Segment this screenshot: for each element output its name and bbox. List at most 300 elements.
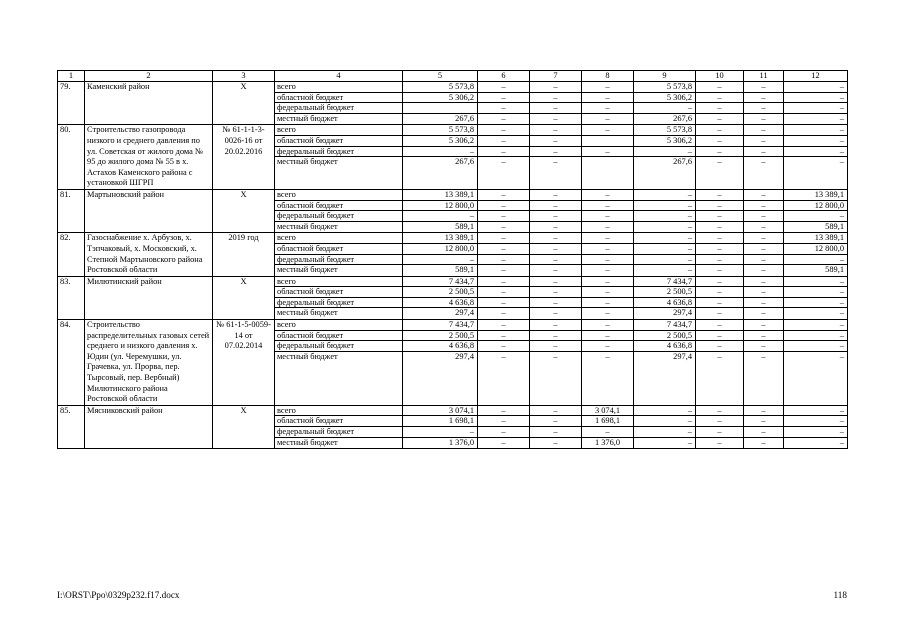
amount-cell xyxy=(582,189,634,232)
amount-cell xyxy=(478,233,530,276)
amount-value: – xyxy=(501,113,506,123)
column-number-row xyxy=(58,71,848,82)
amount-value: – xyxy=(696,255,743,266)
amount-cell xyxy=(478,405,530,448)
amount-value: – xyxy=(582,255,633,266)
amount-value: – xyxy=(784,320,847,331)
amount-value: 5 573,8 xyxy=(634,82,695,93)
amount-cell xyxy=(530,82,582,125)
amount-value: – xyxy=(478,298,529,309)
amount-value: – xyxy=(582,244,633,255)
funding-source-label: областной бюджет xyxy=(275,201,402,212)
amount-value: – xyxy=(403,211,477,222)
amount-value: – xyxy=(478,416,529,427)
funding-source-label: федеральный бюджет xyxy=(275,255,402,266)
amount-value: – xyxy=(582,147,633,158)
amount-value: – xyxy=(530,82,581,93)
funding-source-label: всего xyxy=(275,320,402,331)
table-row xyxy=(58,320,848,406)
amount-cell xyxy=(582,125,634,190)
amount-value: 12 800,0 xyxy=(784,244,847,255)
amount-value: – xyxy=(696,244,743,255)
amount-cell xyxy=(530,233,582,276)
amount-value: – xyxy=(634,406,695,417)
amount-value: – xyxy=(717,221,722,231)
amount-cell xyxy=(530,320,582,406)
funding-source-label: всего xyxy=(275,82,402,93)
amount-value: – xyxy=(501,308,506,318)
amount-value: – xyxy=(696,416,743,427)
amount-value: – xyxy=(839,351,844,361)
amount-value: – xyxy=(582,427,633,438)
amount-value: 5 573,8 xyxy=(403,82,477,93)
amount-value: – xyxy=(478,82,529,93)
amount-cell xyxy=(530,276,582,319)
funding-source-label: областной бюджет xyxy=(275,416,402,427)
amount-value: – xyxy=(744,331,783,342)
amount-value: – xyxy=(530,244,581,255)
amount-value: – xyxy=(696,341,743,352)
amount-value: – xyxy=(530,277,581,288)
funding-source-label: местный бюджет xyxy=(277,157,338,167)
funding-source-label: федеральный бюджет xyxy=(275,211,402,222)
amount-cell xyxy=(744,320,784,406)
amount-value: – xyxy=(582,211,633,222)
object-name: Каменский район xyxy=(85,82,213,125)
amount-cell xyxy=(634,320,696,406)
amount-value: – xyxy=(530,287,581,298)
amount-value: – xyxy=(582,320,633,331)
funding-source-label: всего xyxy=(275,190,402,201)
amount-cell xyxy=(634,82,696,125)
amount-cell xyxy=(696,125,744,190)
amount-value: 4 636,8 xyxy=(403,298,477,309)
amount-value: – xyxy=(784,406,847,417)
funding-source-label: федеральный бюджет xyxy=(275,341,402,352)
row-number: 79. xyxy=(58,82,85,125)
funding-source-label: всего xyxy=(275,233,402,244)
amount-cell xyxy=(478,82,530,125)
funding-sources xyxy=(275,233,403,276)
amount-value: 12 800,0 xyxy=(403,244,477,255)
amount-value: – xyxy=(784,341,847,352)
amount-cell xyxy=(696,82,744,125)
amount-value: – xyxy=(582,277,633,288)
amount-cell xyxy=(784,233,848,276)
amount-value: – xyxy=(839,113,844,123)
row-number: 83. xyxy=(58,276,85,319)
amount-cell xyxy=(634,233,696,276)
amount-cell xyxy=(403,320,478,406)
table-row xyxy=(58,82,848,125)
amount-value: – xyxy=(744,416,783,427)
amount-value: – xyxy=(744,82,783,93)
amount-value: – xyxy=(761,308,766,318)
amount-value: 2 500,5 xyxy=(403,287,477,298)
amount-value: – xyxy=(478,103,529,114)
document-ref: Х xyxy=(213,82,275,125)
amount-value: – xyxy=(696,331,743,342)
amount-cell xyxy=(784,189,848,232)
amount-value: 13 389,1 xyxy=(784,190,847,201)
amount-value: – xyxy=(634,416,695,427)
funding-source-label: местный бюджет xyxy=(277,437,338,447)
amount-value: – xyxy=(744,320,783,331)
row-number: 82. xyxy=(58,233,85,276)
amount-value: – xyxy=(530,298,581,309)
amount-cell xyxy=(582,233,634,276)
amount-value: – xyxy=(761,113,766,123)
amount-cell xyxy=(403,189,478,232)
amount-value: 5 306,2 xyxy=(403,136,477,147)
amount-value: 5 573,8 xyxy=(634,125,695,136)
amount-value: – xyxy=(784,125,847,136)
amount-value: – xyxy=(582,341,633,352)
amount-value: 589,1 xyxy=(455,265,474,275)
funding-source-label: федеральный бюджет xyxy=(275,298,402,309)
amount-cell xyxy=(744,125,784,190)
amount-value: 1 698,1 xyxy=(582,416,633,427)
amount-value: – xyxy=(744,298,783,309)
amount-cell xyxy=(582,320,634,406)
amount-cell xyxy=(634,405,696,448)
amount-value: – xyxy=(696,287,743,298)
amount-value: – xyxy=(605,265,610,275)
amount-value: – xyxy=(687,265,692,275)
amount-value: – xyxy=(784,147,847,158)
object-name: Милютинский район xyxy=(85,276,213,319)
amount-value: – xyxy=(717,265,722,275)
amount-value: – xyxy=(744,277,783,288)
amount-value: – xyxy=(530,125,581,136)
amount-value: – xyxy=(744,211,783,222)
row-number: 84. xyxy=(58,320,85,406)
row-number: 85. xyxy=(58,405,85,448)
amount-value: – xyxy=(634,255,695,266)
column-number: 12 xyxy=(784,71,848,82)
amount-value: 7 434,7 xyxy=(403,320,477,331)
amount-cell xyxy=(478,276,530,319)
amount-value: – xyxy=(582,298,633,309)
amount-value: – xyxy=(687,437,692,447)
amount-value: – xyxy=(784,255,847,266)
amount-value: – xyxy=(478,244,529,255)
amount-cell xyxy=(530,125,582,190)
amount-value: – xyxy=(784,287,847,298)
amount-value: 267,6 xyxy=(455,113,474,123)
amount-value: – xyxy=(530,103,581,114)
amount-value: – xyxy=(634,201,695,212)
amount-cell xyxy=(403,405,478,448)
amount-value: – xyxy=(605,113,610,123)
amount-value: – xyxy=(530,406,581,417)
amount-cell xyxy=(744,276,784,319)
amount-cell xyxy=(696,189,744,232)
amount-value: – xyxy=(501,265,506,275)
amount-cell xyxy=(403,125,478,190)
amount-value: – xyxy=(784,211,847,222)
amount-cell xyxy=(530,405,582,448)
amount-value: – xyxy=(582,125,633,136)
row-number: 80. xyxy=(58,125,85,190)
amount-value: – xyxy=(744,93,783,104)
amount-value: – xyxy=(478,287,529,298)
amount-cell xyxy=(696,276,744,319)
amount-value: 4 636,8 xyxy=(403,341,477,352)
amount-value: – xyxy=(553,113,558,123)
amount-value: – xyxy=(478,147,529,158)
amount-value: – xyxy=(530,147,581,158)
amount-value: – xyxy=(605,351,610,361)
amount-value: – xyxy=(839,157,844,167)
funding-sources xyxy=(275,276,403,319)
amount-value: – xyxy=(530,320,581,331)
funding-source-label: местный бюджет xyxy=(277,265,338,275)
column-number: 2 xyxy=(85,71,213,82)
amount-value: – xyxy=(478,211,529,222)
amount-value: – xyxy=(478,136,529,147)
amount-value: – xyxy=(530,255,581,266)
amount-value: 267,6 xyxy=(673,113,692,123)
amount-value: – xyxy=(696,190,743,201)
column-number: 7 xyxy=(530,71,582,82)
amount-value: 3 074,1 xyxy=(582,406,633,417)
table-row xyxy=(58,276,848,319)
amount-value: – xyxy=(784,298,847,309)
amount-cell xyxy=(530,189,582,232)
amount-value: 2 500,5 xyxy=(634,287,695,298)
amount-value: – xyxy=(744,244,783,255)
document-ref: № 61-1-1-3-0026-16 от 20.02.2016 xyxy=(213,125,275,190)
document-ref: Х xyxy=(213,405,275,448)
amount-value: 5 573,8 xyxy=(403,125,477,136)
amount-value: – xyxy=(784,416,847,427)
amount-cell xyxy=(784,82,848,125)
amount-value: – xyxy=(696,427,743,438)
object-name: Мартыновский район xyxy=(85,189,213,232)
funding-sources xyxy=(275,82,403,125)
amount-value: – xyxy=(717,157,722,167)
amount-value: – xyxy=(530,233,581,244)
amount-cell xyxy=(403,276,478,319)
amount-value: – xyxy=(582,82,633,93)
amount-value: – xyxy=(717,437,722,447)
amount-value: 12 800,0 xyxy=(403,201,477,212)
amount-value: – xyxy=(784,427,847,438)
funding-source-label: местный бюджет xyxy=(277,221,338,231)
funding-sources xyxy=(275,189,403,232)
amount-cell xyxy=(582,82,634,125)
amount-value: – xyxy=(839,437,844,447)
amount-value: – xyxy=(478,277,529,288)
amount-value: – xyxy=(530,201,581,212)
column-number: 1 xyxy=(58,71,85,82)
amount-value: 589,1 xyxy=(825,221,844,231)
column-number: 3 xyxy=(213,71,275,82)
amount-cell xyxy=(744,82,784,125)
amount-value: – xyxy=(501,437,506,447)
amount-value: 297,4 xyxy=(455,308,474,318)
amount-value: – xyxy=(553,157,558,167)
amount-value: – xyxy=(478,341,529,352)
amount-value: – xyxy=(478,233,529,244)
amount-value: – xyxy=(530,341,581,352)
amount-cell xyxy=(744,233,784,276)
amount-cell xyxy=(403,82,478,125)
amount-value: – xyxy=(761,351,766,361)
funding-source-label: областной бюджет xyxy=(275,331,402,342)
amount-value: – xyxy=(553,437,558,447)
amount-value: – xyxy=(634,190,695,201)
amount-value: 5 306,2 xyxy=(634,93,695,104)
amount-cell xyxy=(784,405,848,448)
amount-value: – xyxy=(605,308,610,318)
amount-cell xyxy=(784,320,848,406)
amount-value: 5 306,2 xyxy=(634,136,695,147)
amount-value xyxy=(403,103,477,114)
amount-value: – xyxy=(478,255,529,266)
amount-value: – xyxy=(530,416,581,427)
amount-value: – xyxy=(553,308,558,318)
amount-value: – xyxy=(582,287,633,298)
amount-value: – xyxy=(403,147,477,158)
amount-value: – xyxy=(744,287,783,298)
amount-value: – xyxy=(696,82,743,93)
amount-cell xyxy=(403,233,478,276)
amount-value: – xyxy=(478,427,529,438)
amount-value: – xyxy=(582,201,633,212)
amount-value: – xyxy=(696,103,743,114)
amount-value: – xyxy=(478,190,529,201)
table-row xyxy=(58,405,848,448)
amount-cell xyxy=(478,189,530,232)
amount-value: – xyxy=(582,331,633,342)
amount-value: – xyxy=(634,147,695,158)
amount-value: 13 389,1 xyxy=(784,233,847,244)
amount-value: 7 434,7 xyxy=(634,320,695,331)
amount-cell xyxy=(582,276,634,319)
amount-value: – xyxy=(530,427,581,438)
amount-value: – xyxy=(582,233,633,244)
amount-value: – xyxy=(744,147,783,158)
column-number: 6 xyxy=(478,71,530,82)
amount-value: 4 636,8 xyxy=(634,341,695,352)
amount-value: – xyxy=(530,93,581,104)
amount-value: – xyxy=(634,427,695,438)
amount-cell xyxy=(478,320,530,406)
amount-value: – xyxy=(478,125,529,136)
amount-value: – xyxy=(784,277,847,288)
table-row xyxy=(58,233,848,276)
column-number: 10 xyxy=(696,71,744,82)
page-number: 118 xyxy=(833,590,847,600)
amount-cell xyxy=(744,189,784,232)
funding-source-label: всего xyxy=(275,277,402,288)
amount-value: – xyxy=(784,331,847,342)
object-name: Газоснабжение х. Арбузов, х. Тэпчаковый, х. Московский, х. Степной Мартыновского района Ростовской области xyxy=(85,233,213,276)
amount-value: – xyxy=(634,244,695,255)
funding-source-label: областной бюджет xyxy=(275,244,402,255)
column-number: 8 xyxy=(582,71,634,82)
amount-value: – xyxy=(478,331,529,342)
amount-value: 297,4 xyxy=(673,351,692,361)
column-number: 5 xyxy=(403,71,478,82)
funding-source-label: областной бюджет xyxy=(275,136,402,147)
amount-value: – xyxy=(744,341,783,352)
column-number: 9 xyxy=(634,71,696,82)
amount-value: – xyxy=(501,157,506,167)
amount-value: 267,6 xyxy=(455,157,474,167)
funding-source-label: федеральный бюджет xyxy=(275,103,402,114)
amount-value: 2 500,5 xyxy=(403,331,477,342)
amount-cell xyxy=(696,405,744,448)
amount-value: – xyxy=(696,136,743,147)
amount-value: – xyxy=(744,136,783,147)
amount-value: – xyxy=(634,233,695,244)
amount-value: – xyxy=(696,201,743,212)
amount-cell xyxy=(696,320,744,406)
amount-value: – xyxy=(634,103,695,114)
amount-value: – xyxy=(744,190,783,201)
column-number: 4 xyxy=(275,71,403,82)
amount-value: 5 306,2 xyxy=(403,93,477,104)
amount-value: – xyxy=(696,277,743,288)
amount-value: – xyxy=(501,351,506,361)
funding-source-label: местный бюджет xyxy=(277,113,338,123)
amount-cell xyxy=(634,125,696,190)
amount-value: – xyxy=(478,320,529,331)
amount-cell xyxy=(784,125,848,190)
amount-value: – xyxy=(478,201,529,212)
amount-value: – xyxy=(582,93,633,104)
amount-cell xyxy=(478,125,530,190)
amount-value: – xyxy=(478,93,529,104)
object-name: Строительство распределительных газовых сетей среднего и низкого давления х. Юдин (ул. Черемушки, ул. Грачевка, ул. Прорва, пер. Тырсовый, пер. Вербный) Милютинского района Ростовской области xyxy=(85,320,213,406)
funding-source-label: федеральный бюджет xyxy=(275,427,402,438)
amount-value: 12 800,0 xyxy=(784,201,847,212)
amount-value: – xyxy=(696,298,743,309)
amount-value: – xyxy=(744,233,783,244)
amount-value: – xyxy=(696,93,743,104)
amount-cell xyxy=(784,276,848,319)
amount-value: – xyxy=(744,103,783,114)
funding-source-label: всего xyxy=(275,406,402,417)
amount-value: – xyxy=(696,320,743,331)
amount-value: – xyxy=(553,265,558,275)
amount-value: 589,1 xyxy=(455,221,474,231)
amount-value: 2 500,5 xyxy=(634,331,695,342)
amount-value: – xyxy=(696,406,743,417)
column-number: 11 xyxy=(744,71,784,82)
amount-value: – xyxy=(761,437,766,447)
amount-value: – xyxy=(687,221,692,231)
amount-value: 13 389,1 xyxy=(403,190,477,201)
amount-value: – xyxy=(553,221,558,231)
amount-value xyxy=(582,136,633,147)
amount-value: – xyxy=(717,113,722,123)
amount-value: – xyxy=(761,265,766,275)
amount-value: – xyxy=(696,233,743,244)
amount-value: 589,1 xyxy=(825,265,844,275)
budget-table xyxy=(57,70,848,449)
amount-value: 13 389,1 xyxy=(403,233,477,244)
amount-value: 1 376,0 xyxy=(594,437,621,447)
funding-source-label: всего xyxy=(275,125,402,136)
amount-value: – xyxy=(553,351,558,361)
amount-value: 7 434,7 xyxy=(403,277,477,288)
amount-value: – xyxy=(605,221,610,231)
amount-value: – xyxy=(403,255,477,266)
